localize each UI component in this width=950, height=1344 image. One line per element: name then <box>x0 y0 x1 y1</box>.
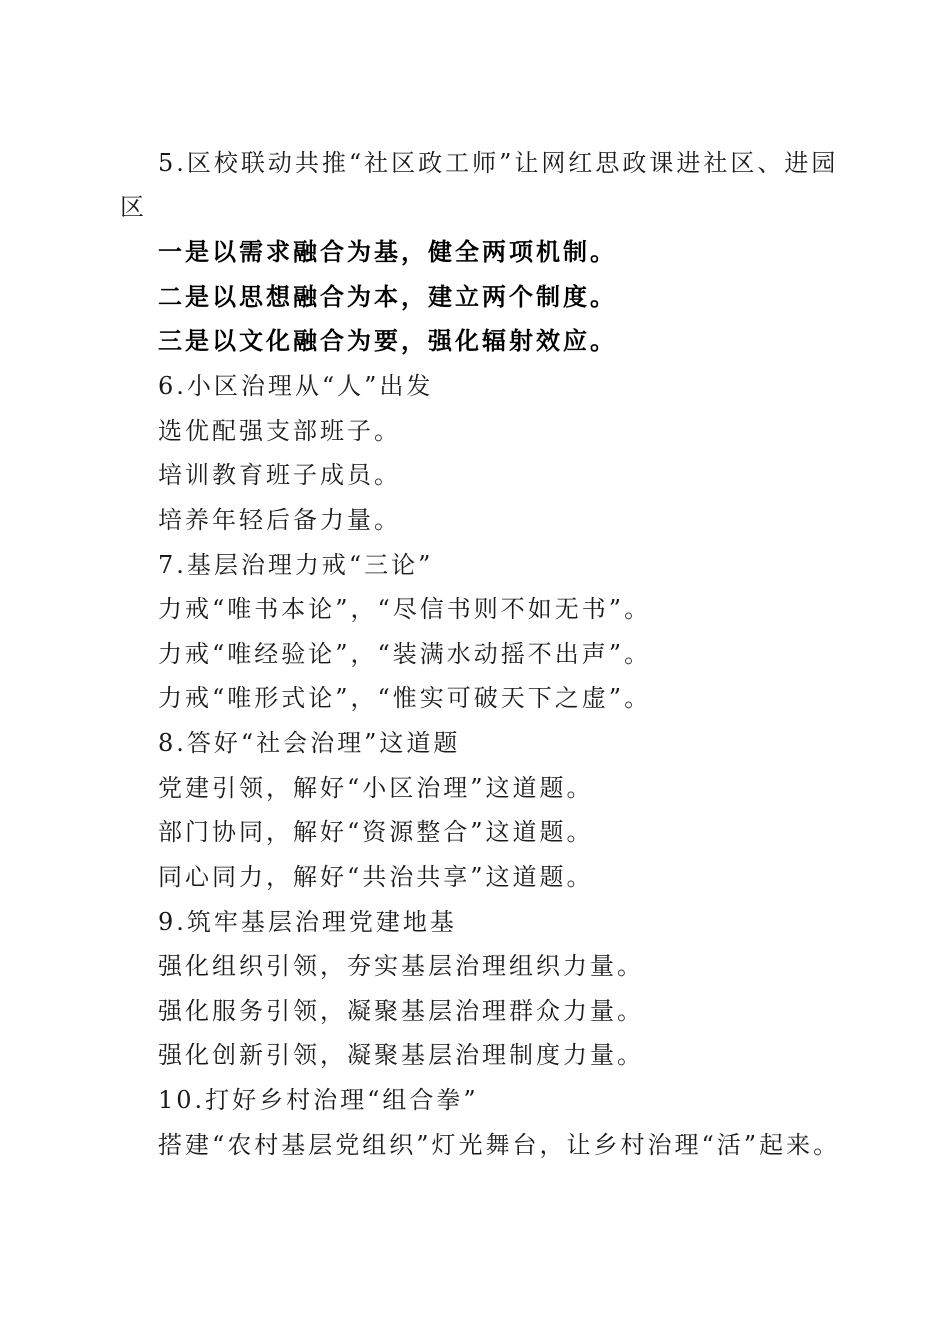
point-3-bold: 三是以文化融合为要，强化辐射效应。 <box>158 326 617 355</box>
text-line: 党建引领，解好“小区治理”这道题。 <box>158 774 594 802</box>
text-line: 强化服务引领，凝聚基层治理群众力量。 <box>158 997 644 1025</box>
text-line: 强化创新引领，凝聚基层治理制度力量。 <box>158 1041 644 1069</box>
text-line: 搭建“农村基层党组织”灯光舞台，让乡村治理“活”起来。 <box>158 1131 841 1159</box>
text-line: 力戒“唯经验论”，“装满水动摇不出声”。 <box>158 640 652 668</box>
text-line: 部门协同，解好“资源整合”这道题。 <box>158 818 594 846</box>
heading-5-continuation: 区 <box>120 193 147 221</box>
heading-10: 10.打好乡村治理“组合拳” <box>158 1086 479 1114</box>
heading-7: 7.基层治理力戒“三论” <box>158 551 434 579</box>
heading-9: 9.筑牢基层治理党建地基 <box>158 908 457 936</box>
text-line: 力戒“唯形式论”，“惟实可破天下之虚”。 <box>158 684 652 712</box>
text-line: 培训教育班子成员。 <box>158 461 401 489</box>
heading-5: 5.区校联动共推“社区政工师”让网红思政课进社区、进园 <box>158 149 839 177</box>
point-2-bold: 二是以思想融合为本，建立两个制度。 <box>158 282 617 311</box>
point-1-bold: 一是以需求融合为基，健全两项机制。 <box>158 237 617 266</box>
text-line: 选优配强支部班子。 <box>158 417 401 445</box>
text-line: 培养年轻后备力量。 <box>158 506 401 534</box>
text-line: 力戒“唯书本论”，“尽信书则不如无书”。 <box>158 595 652 623</box>
text-line: 同心同力，解好“共治共享”这道题。 <box>158 863 594 891</box>
text-line: 强化组织引领，夯实基层治理组织力量。 <box>158 952 644 980</box>
heading-6: 6.小区治理从“人”出发 <box>158 372 434 400</box>
heading-8: 8.答好“社会治理”这道题 <box>158 729 461 757</box>
